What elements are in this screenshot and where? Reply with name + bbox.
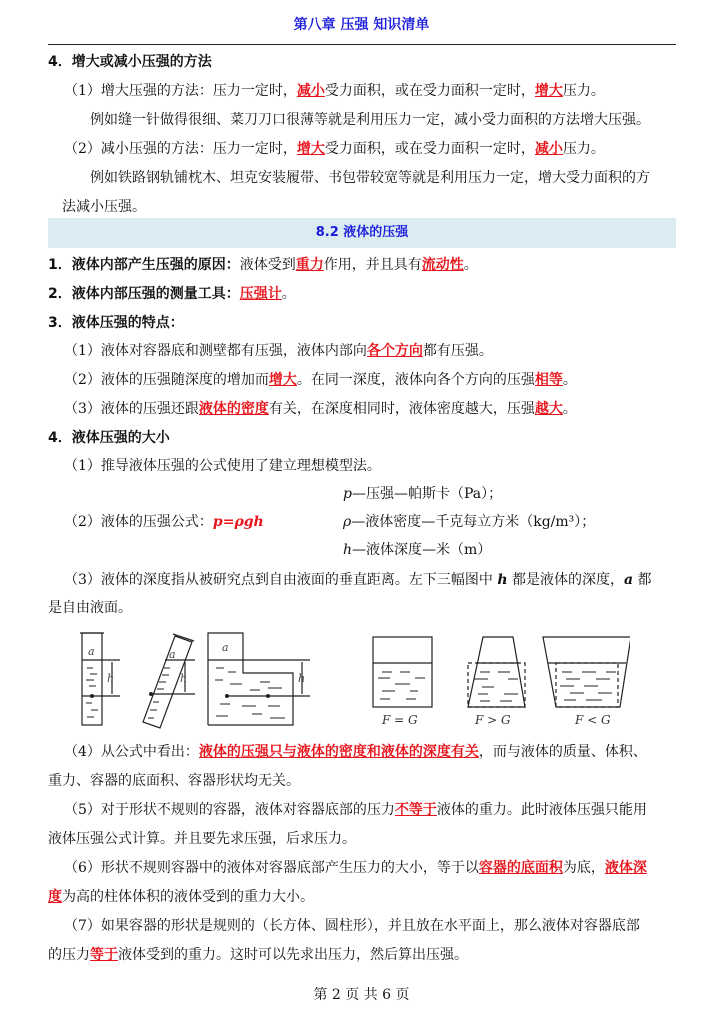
- svg-text:F > G: F > G: [475, 713, 511, 727]
- heading-pressure-methods: 4．增大或减小压强的方法: [48, 54, 212, 70]
- method-increase: （1）增大压强的方法：压力一定时，减小受力面积，或在受力面积一定时，增大压力。: [64, 83, 605, 99]
- point-4-item-5-line2: 液体压强公式计算。并且要先求压强，后求压力。: [48, 831, 356, 847]
- def-rho: ρ—液体密度—千克每立方米（kg/m³）；: [343, 514, 596, 530]
- keyword: 相等: [534, 372, 563, 388]
- svg-text:h: h: [180, 672, 188, 685]
- point-4-item-1: （1）推导液体压强的公式使用了建立理想模型法。: [64, 458, 381, 474]
- point-3-item-3: （3）液体的压强还跟液体的密度有关，在深度相同时，液体密度越大，压强越大。: [64, 401, 577, 417]
- svg-text:h: h: [298, 672, 306, 685]
- point-4-item-6-line2: 度为高的柱体体积的液体受到的重力大小。: [48, 889, 314, 905]
- keyword: 液体的压强只与液体的密度和液体的深度有关: [198, 744, 479, 760]
- point-4-item-2: （2）液体的压强公式：p=ρgh: [64, 514, 264, 530]
- svg-text:F < G: F < G: [575, 713, 611, 727]
- point-2: 2．液体内部压强的测量工具：压强计。: [48, 286, 296, 302]
- point-3-heading: 3．液体压强的特点：: [48, 315, 184, 331]
- keyword: 压强计: [239, 286, 282, 302]
- keyword: 液体的密度: [198, 401, 269, 417]
- svg-text:F = G: F = G: [382, 713, 418, 727]
- point-4-heading: 4．液体压强的大小: [48, 430, 170, 446]
- keyword: 减小: [534, 141, 563, 157]
- svg-text:a: a: [222, 641, 229, 654]
- example-decrease-line1: 例如铁路钢轨铺枕木、坦克安装履带、书包带较宽等就是利用压力一定，增大受力面积的方: [90, 170, 650, 186]
- example-decrease-line2: 法减小压强。: [62, 199, 146, 215]
- keyword: 增大: [296, 141, 325, 157]
- keyword: 流动性: [421, 257, 464, 273]
- keyword: 增大: [534, 83, 563, 99]
- point-3-item-2: （2）液体的压强随深度的增加而增大。在同一深度，液体向各个方向的压强相等。: [64, 372, 577, 388]
- point-4-item-7-line1: （7）如果容器的形状是规则的（长方体、圆柱形），并且放在水平面上，那么液体对容器底部: [64, 918, 640, 934]
- point-4-item-4-line1: （4）从公式中看出：液体的压强只与液体的密度和液体的深度有关，而与液体的质量、体积、: [64, 744, 647, 760]
- svg-text:a: a: [88, 645, 95, 658]
- keyword: 增大: [268, 372, 297, 388]
- page-number: 第 2 页 共 6 页: [313, 987, 410, 1003]
- keyword: 液体深: [604, 860, 647, 876]
- example-increase: 例如缝一针做得很细、菜刀刀口很薄等就是利用压力一定，减小受力面积的方法增大压强。: [90, 112, 650, 128]
- method-decrease: （2）减小压强的方法：压力一定时，增大受力面积，或在受力面积一定时，减小压力。: [64, 141, 605, 157]
- keyword: 度: [48, 889, 62, 905]
- keyword: 等于: [90, 947, 118, 963]
- keyword: 重力: [295, 257, 324, 273]
- svg-text:a: a: [169, 648, 176, 661]
- keyword: 不等于: [394, 802, 437, 818]
- def-p: p—压强—帕斯卡（Pa）；: [343, 486, 503, 502]
- point-4-item-3-line2: 是自由液面。: [48, 600, 132, 616]
- pressure-formula: p=ρgh: [212, 514, 264, 530]
- point-4-item-7-line2: 的压力等于液体受到的重力。这时可以先求出压力，然后算出压强。: [48, 947, 468, 963]
- depth-diagrams-figure: [70, 628, 320, 733]
- page-header-title: 第八章 压强 知识清单: [293, 17, 430, 33]
- keyword: 各个方向: [366, 343, 423, 359]
- keyword: 减小: [296, 83, 325, 99]
- def-h: h—液体深度—米（m）: [343, 542, 492, 558]
- svg-text:h: h: [107, 672, 115, 685]
- keyword: 容器的底面积: [478, 860, 563, 876]
- point-4-item-4-line2: 重力、容器的底面积、容器形状均无关。: [48, 773, 300, 789]
- point-3-item-1: （1）液体对容器底和测壁都有压强，液体内部向各个方向都有压强。: [64, 343, 493, 359]
- keyword: 越大: [534, 401, 563, 417]
- point-4-item-5-line1: （5）对于形状不规则的容器，液体对容器底部的压力不等于液体的重力。此时液体压强只能用: [64, 802, 647, 818]
- force-vs-weight-figure: [370, 632, 630, 732]
- point-1: 1．液体内部产生压强的原因：液体受到重力作用，并且具有流动性。: [48, 257, 478, 273]
- point-4-item-3-line1: （3）液体的深度指从被研究点到自由液面的垂直距离。左下三幅图中 h 都是液体的深度，a 都: [64, 572, 652, 588]
- header-rule: [48, 44, 676, 45]
- section-band-8-2: 8.2 液体的压强: [48, 218, 676, 248]
- point-4-item-6-line1: （6）形状不规则容器中的液体对容器底部产生压力的大小，等于以容器的底面积为底，液体深: [64, 860, 647, 876]
